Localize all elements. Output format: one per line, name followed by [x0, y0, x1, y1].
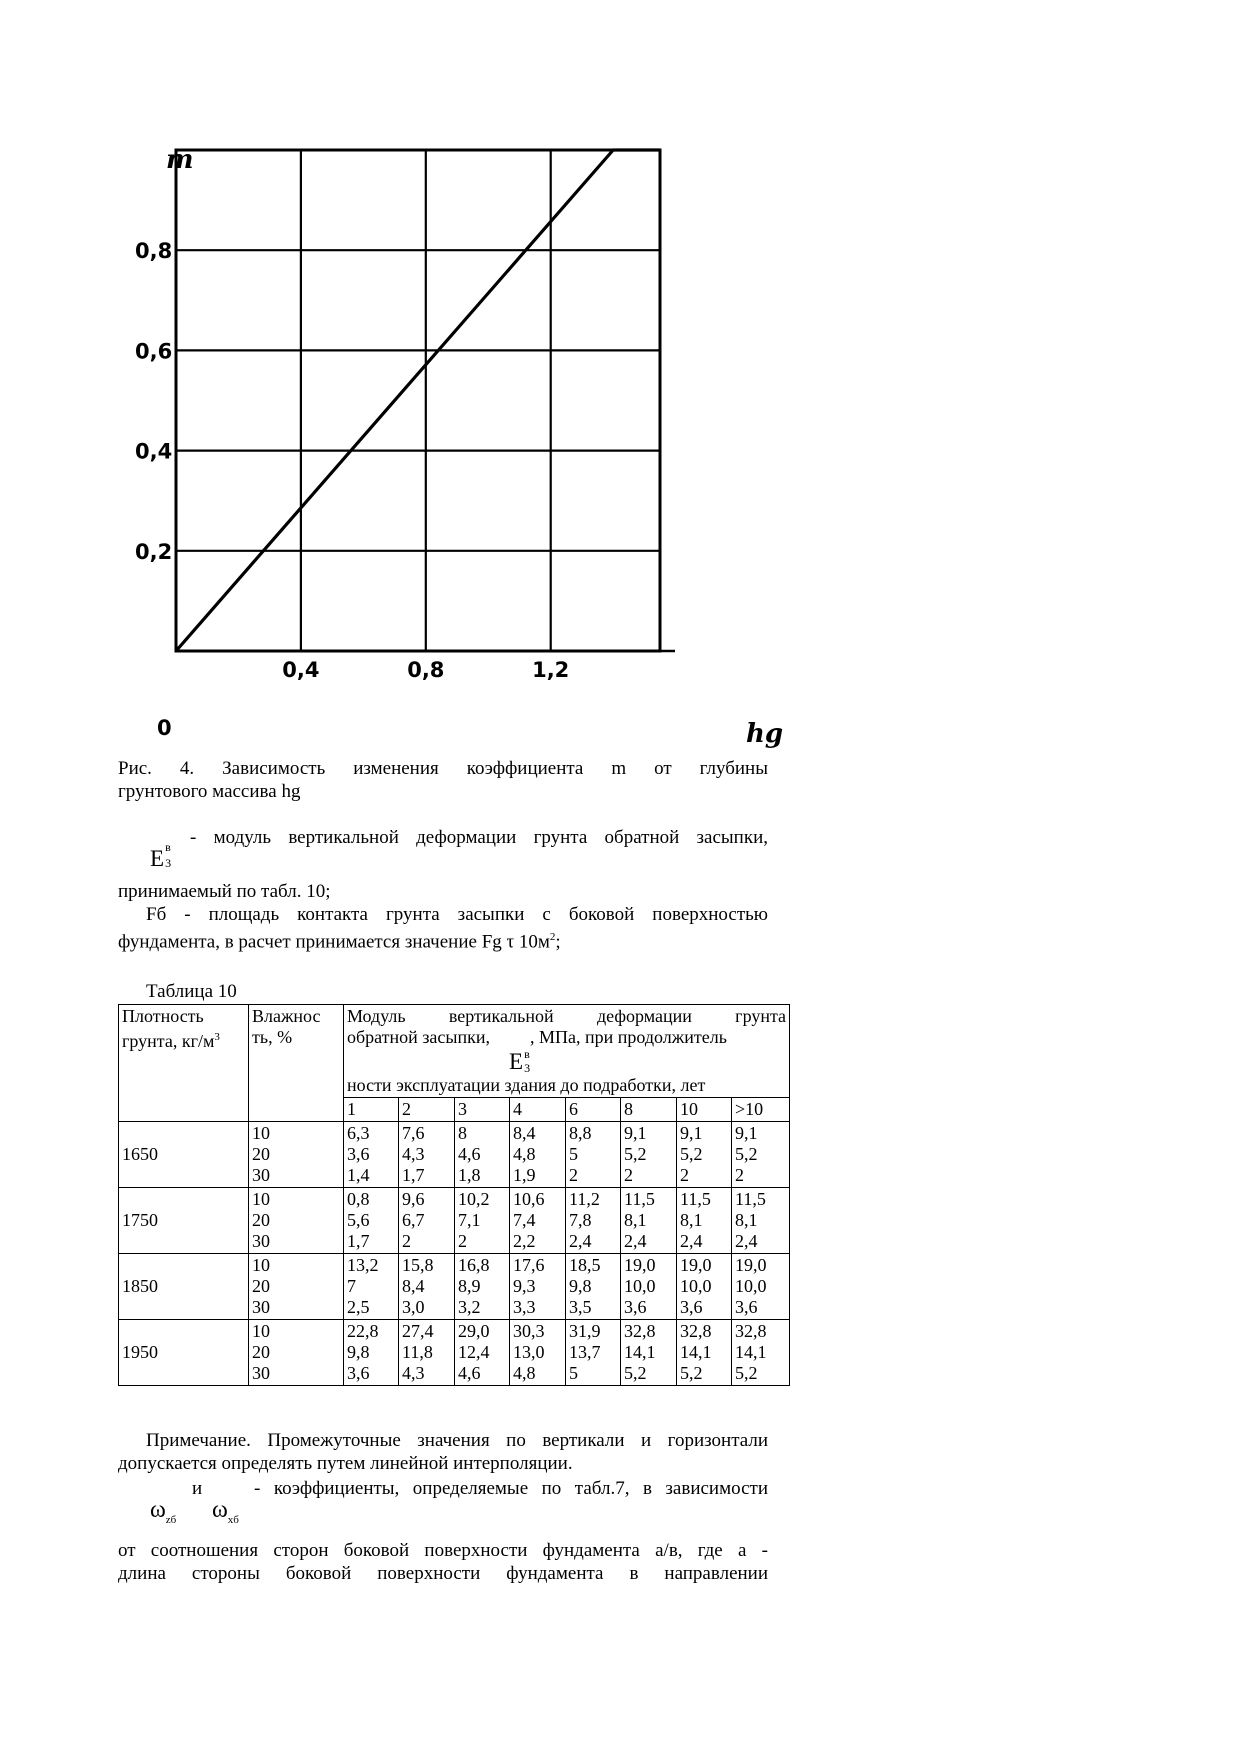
modulus-value: 10,0 — [680, 1276, 712, 1296]
omega-zb-sub: zб — [165, 1513, 177, 1526]
modulus-value: 8,1 — [735, 1210, 758, 1230]
year-0: 1 — [344, 1098, 399, 1122]
header-modulus-2a: обратной засыпки, — [347, 1027, 491, 1047]
modulus-cell — [732, 1188, 790, 1254]
modulus-value: 10,6 — [513, 1189, 545, 1209]
table-10 — [118, 1004, 790, 1386]
para2-line2-text: фундамента, в расчет принимается значение Fg τ 10м — [118, 931, 550, 953]
modulus-value: 11,5 — [735, 1189, 766, 1209]
moisture-value: 30 — [252, 1363, 270, 1383]
year-7: >10 — [732, 1098, 790, 1122]
origin-label: 0 — [157, 716, 172, 740]
moisture-value: 30 — [252, 1297, 270, 1317]
modulus-cell — [455, 1254, 510, 1320]
modulus-value: 4,8 — [513, 1144, 536, 1164]
note-line2: допускается определять путем линейной интерполяции. — [118, 1453, 573, 1474]
modulus-value: 13,0 — [513, 1342, 545, 1362]
moisture-value: 30 — [252, 1231, 270, 1251]
modulus-cell — [344, 1122, 399, 1188]
moisture-value: 20 — [252, 1276, 270, 1296]
figure-caption-line1: Рис. 4. Зависимость изменения коэффициента m от глубины — [118, 758, 768, 779]
para1-continuation: принимаемый по табл. 10; — [118, 881, 331, 902]
modulus-value: 2 — [402, 1231, 411, 1251]
moisture-cell — [249, 1254, 344, 1320]
modulus-value: 1,9 — [513, 1165, 536, 1185]
modulus-value: 4,3 — [402, 1144, 425, 1164]
modulus-value: 5,2 — [624, 1144, 647, 1164]
modulus-value: 10,0 — [624, 1276, 656, 1296]
figure-caption-line2: грунтового массива hg — [118, 781, 301, 802]
modulus-cell — [621, 1320, 677, 1386]
modulus-cell — [621, 1122, 677, 1188]
chart-grid — [176, 150, 675, 651]
density-cell: 1750 — [119, 1188, 249, 1254]
x-tick-label: 0,4 — [282, 658, 320, 682]
moisture-value: 10 — [252, 1255, 270, 1275]
modulus-value: 1,4 — [347, 1165, 370, 1185]
modulus-cell — [455, 1320, 510, 1386]
modulus-value: 5,2 — [680, 1144, 703, 1164]
moisture-value: 10 — [252, 1189, 270, 1209]
header-density — [119, 1005, 249, 1122]
modulus-value: 7,1 — [458, 1210, 481, 1230]
modulus-cell — [510, 1122, 566, 1188]
modulus-value: 2 — [458, 1231, 467, 1251]
modulus-cell — [732, 1122, 790, 1188]
modulus-cell — [344, 1320, 399, 1386]
modulus-value: 3,5 — [569, 1297, 592, 1317]
modulus-value: 9,8 — [347, 1342, 370, 1362]
modulus-value: 7,4 — [513, 1210, 536, 1230]
year-2: 3 — [455, 1098, 510, 1122]
header-modulus — [344, 1005, 790, 1098]
modulus-cell — [399, 1188, 455, 1254]
modulus-value: 2,4 — [680, 1231, 703, 1251]
chart-series — [176, 150, 660, 651]
table-row — [119, 1122, 790, 1188]
modulus-cell — [399, 1254, 455, 1320]
modulus-value: 3,0 — [402, 1297, 425, 1317]
modulus-value: 14,1 — [624, 1342, 656, 1362]
modulus-value: 3,6 — [347, 1144, 370, 1164]
modulus-cell — [455, 1122, 510, 1188]
modulus-value: 8,1 — [624, 1210, 647, 1230]
modulus-value: 32,8 — [624, 1321, 656, 1341]
year-4: 6 — [566, 1098, 621, 1122]
modulus-value: 0,8 — [347, 1189, 370, 1209]
header-modulus-line3: ности эксплуатации здания до подработки, лет — [347, 1075, 706, 1095]
modulus-value: 32,8 — [680, 1321, 712, 1341]
modulus-value: 12,4 — [458, 1342, 490, 1362]
last-line2: длина стороны боковой поверхности фундамента в направлении — [118, 1563, 768, 1584]
modulus-value: 10,2 — [458, 1189, 490, 1209]
modulus-value: 2,4 — [735, 1231, 758, 1251]
moisture-value: 30 — [252, 1165, 270, 1185]
x-tick-label: 0,8 — [407, 658, 445, 682]
modulus-cell — [677, 1254, 732, 1320]
chart-m-vs-hg — [130, 140, 800, 760]
coef-and: и — [192, 1478, 203, 1499]
modulus-value: 16,8 — [458, 1255, 490, 1275]
modulus-value: 5 — [569, 1363, 578, 1383]
year-1: 2 — [399, 1098, 455, 1122]
modulus-cell — [566, 1188, 621, 1254]
moisture-value: 20 — [252, 1210, 270, 1230]
modulus-value: 15,8 — [402, 1255, 434, 1275]
moisture-value: 10 — [252, 1123, 270, 1143]
modulus-value: 5,2 — [680, 1363, 703, 1383]
modulus-value: 5,2 — [735, 1144, 758, 1164]
modulus-value: 1,7 — [402, 1165, 425, 1185]
modulus-value: 11,8 — [402, 1342, 433, 1362]
modulus-value: 8,1 — [680, 1210, 703, 1230]
modulus-value: 2 — [624, 1165, 633, 1185]
modulus-value: 7,6 — [402, 1123, 425, 1143]
modulus-value: 14,1 — [735, 1342, 767, 1362]
modulus-value: 2 — [569, 1165, 578, 1185]
modulus-cell — [510, 1188, 566, 1254]
x-axis-label: hg — [746, 719, 784, 749]
modulus-value: 11,5 — [624, 1189, 655, 1209]
para2-sup: 2 — [549, 931, 556, 943]
modulus-value: 5,2 — [624, 1363, 647, 1383]
modulus-value: 9,8 — [569, 1276, 592, 1296]
modulus-value: 30,3 — [513, 1321, 545, 1341]
modulus-value: 4,3 — [402, 1363, 425, 1383]
header-e3-sup: в — [524, 1047, 530, 1061]
density-cell: 1950 — [119, 1320, 249, 1386]
modulus-value: 4,6 — [458, 1144, 481, 1164]
modulus-value: 9,3 — [513, 1276, 536, 1296]
header-modulus-line1: Модуль вертикальной деформации грунта — [347, 1006, 787, 1026]
para1-text: - модуль вертикальной деформации грунта обратной засыпки, — [190, 827, 768, 848]
header-e3-symbol — [347, 1048, 786, 1075]
modulus-value: 18,5 — [569, 1255, 601, 1275]
modulus-value: 27,4 — [402, 1321, 434, 1341]
omega-xb-letter: ω — [212, 1497, 228, 1523]
modulus-value: 22,8 — [347, 1321, 379, 1341]
y-tick-label: 0,6 — [135, 339, 173, 364]
header-modulus-2b: , МПа, при продолжитель — [530, 1027, 727, 1047]
omega-xb — [212, 1497, 239, 1526]
modulus-cell — [621, 1254, 677, 1320]
modulus-value: 9,1 — [680, 1123, 703, 1143]
modulus-cell — [399, 1320, 455, 1386]
modulus-value: 8,4 — [402, 1276, 425, 1296]
coef-text: - коэффициенты, определяемые по табл.7, в зависимости — [254, 1478, 768, 1499]
modulus-value: 3,6 — [624, 1297, 647, 1317]
y-tick-label: 0,4 — [135, 439, 173, 464]
series-line — [176, 150, 660, 651]
x-tick-label: 1,2 — [532, 658, 570, 682]
e3-sub: 3 — [165, 856, 172, 870]
modulus-cell — [677, 1320, 732, 1386]
modulus-value: 3,2 — [458, 1297, 481, 1317]
y-tick-label: 0,8 — [135, 239, 173, 264]
modulus-value: 3,6 — [347, 1363, 370, 1383]
modulus-value: 2,4 — [624, 1231, 647, 1251]
modulus-value: 8,8 — [569, 1123, 592, 1143]
moisture-value: 20 — [252, 1144, 270, 1164]
header-modulus-line2 — [347, 1027, 786, 1048]
modulus-value: 19,0 — [735, 1255, 767, 1275]
modulus-cell — [566, 1122, 621, 1188]
modulus-value: 2 — [680, 1165, 689, 1185]
header-e3-letter: E — [509, 1049, 524, 1074]
modulus-value: 19,0 — [680, 1255, 712, 1275]
modulus-value: 8,4 — [513, 1123, 536, 1143]
chart-frame — [176, 150, 660, 651]
note-line1: Примечание. Промежуточные значения по вертикали и горизонтали — [146, 1430, 768, 1451]
modulus-value: 1,8 — [458, 1165, 481, 1185]
modulus-value: 2 — [735, 1165, 744, 1185]
modulus-value: 9,1 — [624, 1123, 647, 1143]
modulus-value: 2,4 — [569, 1231, 592, 1251]
year-5: 8 — [621, 1098, 677, 1122]
header-e3-sub: 3 — [524, 1061, 531, 1075]
modulus-value: 11,5 — [680, 1189, 711, 1209]
modulus-value: 17,6 — [513, 1255, 545, 1275]
header-moisture: Влажнос ть, % — [249, 1005, 344, 1122]
modulus-value: 5,6 — [347, 1210, 370, 1230]
omega-xb-sub: xб — [227, 1513, 239, 1526]
modulus-value: 7,8 — [569, 1210, 592, 1230]
modulus-value: 6,3 — [347, 1123, 370, 1143]
y-axis-label: m — [166, 145, 194, 175]
modulus-value: 9,1 — [735, 1123, 758, 1143]
moisture-value: 20 — [252, 1342, 270, 1362]
modulus-value: 29,0 — [458, 1321, 490, 1341]
table-body — [119, 1122, 790, 1386]
modulus-value: 13,7 — [569, 1342, 601, 1362]
modulus-cell — [399, 1122, 455, 1188]
last-line1: от соотношения сторон боковой поверхности фундамента а/в, где а - — [118, 1540, 768, 1561]
para2-end: ; — [555, 931, 561, 953]
e3-sup: в — [165, 840, 171, 854]
modulus-value: 13,2 — [347, 1255, 379, 1275]
modulus-value: 5,2 — [735, 1363, 758, 1383]
modulus-value: 4,8 — [513, 1363, 536, 1383]
header-density-text: Плотность грунта, кг/м — [122, 1006, 215, 1051]
density-cell: 1850 — [119, 1254, 249, 1320]
modulus-value: 11,2 — [569, 1189, 600, 1209]
modulus-value: 2,2 — [513, 1231, 536, 1251]
modulus-cell — [510, 1320, 566, 1386]
modulus-cell — [566, 1320, 621, 1386]
modulus-value: 5 — [569, 1144, 578, 1164]
moisture-cell — [249, 1320, 344, 1386]
moisture-value: 10 — [252, 1321, 270, 1341]
modulus-value: 2,5 — [347, 1297, 370, 1317]
modulus-value: 31,9 — [569, 1321, 601, 1341]
density-cell: 1650 — [119, 1122, 249, 1188]
modulus-cell — [455, 1188, 510, 1254]
modulus-value: 3,3 — [513, 1297, 536, 1317]
modulus-value: 32,8 — [735, 1321, 767, 1341]
modulus-cell — [344, 1254, 399, 1320]
omega-zb — [150, 1497, 176, 1526]
para2-line2 — [118, 926, 768, 953]
modulus-value: 19,0 — [624, 1255, 656, 1275]
modulus-value: 8,9 — [458, 1276, 481, 1296]
modulus-value: 4,6 — [458, 1363, 481, 1383]
modulus-cell — [566, 1254, 621, 1320]
modulus-cell — [510, 1254, 566, 1320]
chart-ticks — [135, 239, 569, 682]
moisture-cell — [249, 1188, 344, 1254]
modulus-value: 10,0 — [735, 1276, 767, 1296]
table-row — [119, 1254, 790, 1320]
modulus-cell — [732, 1320, 790, 1386]
modulus-value: 1,7 — [347, 1231, 370, 1251]
y-tick-label: 0,2 — [135, 539, 173, 564]
table-row — [119, 1188, 790, 1254]
table-title: Таблица 10 — [146, 981, 237, 1002]
modulus-cell — [677, 1122, 732, 1188]
modulus-cell — [344, 1188, 399, 1254]
modulus-value: 9,6 — [402, 1189, 425, 1209]
year-3: 4 — [510, 1098, 566, 1122]
e3-symbol — [150, 840, 172, 872]
header-density-sup: 3 — [214, 1031, 220, 1043]
modulus-value: 6,7 — [402, 1210, 425, 1230]
moisture-cell — [249, 1122, 344, 1188]
modulus-value: 14,1 — [680, 1342, 712, 1362]
modulus-value: 7 — [347, 1276, 356, 1296]
year-6: 10 — [677, 1098, 732, 1122]
e3-symbol-letter: E — [150, 846, 165, 871]
para2-line1: Fб - площадь контакта грунта засыпки с боковой поверхностью — [146, 904, 768, 925]
modulus-value: 3,6 — [735, 1297, 758, 1317]
modulus-value: 3,6 — [680, 1297, 703, 1317]
modulus-value: 8 — [458, 1123, 467, 1143]
modulus-cell — [621, 1188, 677, 1254]
modulus-cell — [677, 1188, 732, 1254]
table-row — [119, 1320, 790, 1386]
table-header-row — [119, 1005, 790, 1098]
modulus-cell — [732, 1254, 790, 1320]
omega-zb-letter: ω — [150, 1497, 166, 1523]
